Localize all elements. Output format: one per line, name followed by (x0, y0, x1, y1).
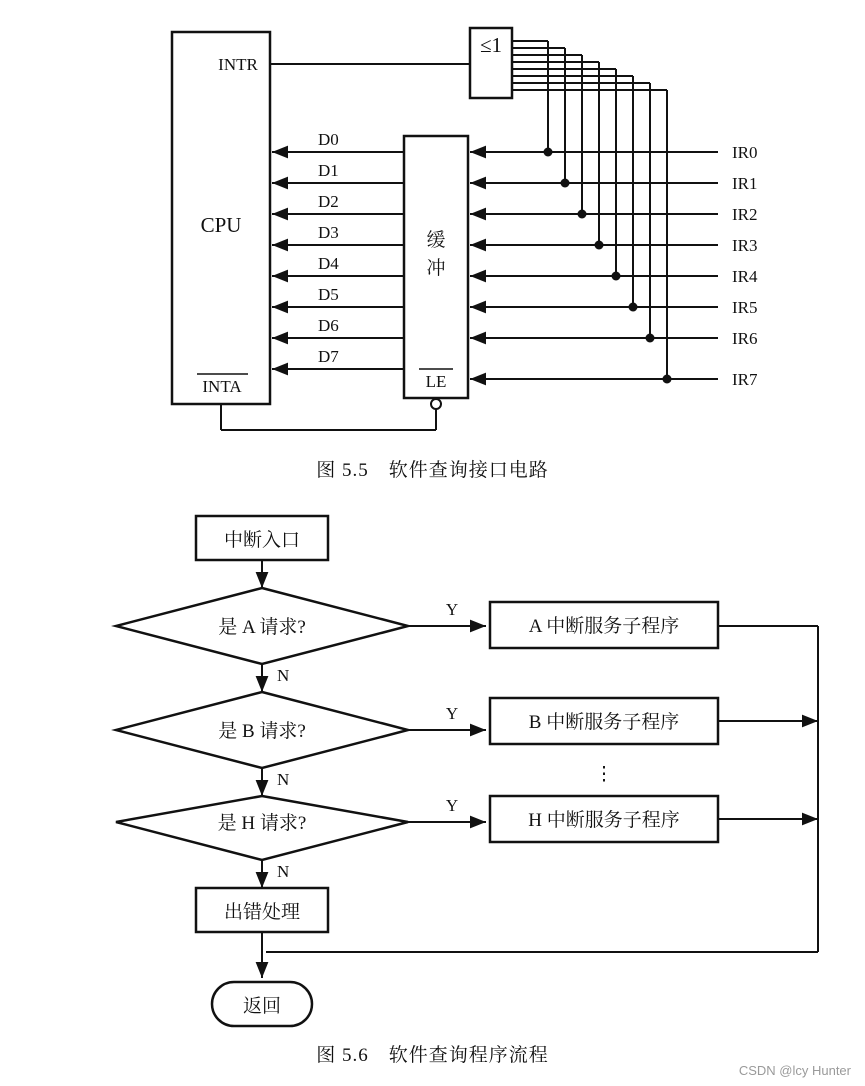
irq-label-ir7: IR7 (732, 370, 758, 389)
intr-label: INTR (218, 55, 258, 74)
or-gate-label: ≤1 (479, 33, 503, 57)
data-label-d7: D7 (318, 347, 339, 366)
irq-label-ir2: IR2 (732, 205, 758, 224)
figure-5-6-caption: 图 5.6 软件查询程序流程 (316, 1045, 549, 1066)
decision-a-yes-label: Y (445, 600, 459, 619)
buffer-label-2: 冲 (426, 258, 446, 279)
buffer-label-1: 缓 (426, 230, 446, 251)
irq-label-ir3: IR3 (732, 236, 758, 255)
inta-label: INTA (202, 377, 242, 396)
data-label-d2: D2 (318, 192, 339, 211)
figure-5-6 (116, 516, 818, 1026)
entry-label: 中断入口 (223, 530, 301, 551)
cpu-label: CPU (200, 213, 242, 237)
data-label-d5: D5 (318, 285, 339, 304)
irq-label-ir4: IR4 (732, 267, 758, 286)
decision-h-label: 是 H 请求? (217, 813, 307, 834)
inverter-bubble (431, 399, 441, 409)
data-label-d6: D6 (318, 316, 339, 335)
figure-5-5-caption: 图 5.5 软件查询接口电路 (316, 460, 549, 481)
data-label-d3: D3 (318, 223, 339, 242)
vertical-ellipsis: ⋮ (594, 764, 614, 785)
figure-5-5 (172, 28, 758, 430)
decision-a-label: 是 A 请求? (218, 617, 306, 638)
service-h-label: H 中断服务子程序 (528, 810, 680, 831)
irq-label-ir6: IR6 (732, 329, 758, 348)
le-label: LE (425, 372, 447, 391)
irq-label-ir5: IR5 (732, 298, 758, 317)
service-a-label: A 中断服务子程序 (528, 616, 680, 637)
data-label-d1: D1 (318, 161, 339, 180)
service-return-bus (266, 626, 818, 952)
decision-b-yes-label: Y (445, 704, 459, 723)
data-label-d0: D0 (318, 130, 339, 149)
irq-wires (470, 152, 718, 379)
irq-label-ir0: IR0 (732, 143, 758, 162)
data-label-d4: D4 (318, 254, 339, 273)
decision-b-label: 是 B 请求? (218, 721, 306, 742)
irq-label-ir1: IR1 (732, 174, 758, 193)
or-gate-input-taps (512, 41, 672, 384)
service-b-label: B 中断服务子程序 (528, 712, 680, 733)
return-label: 返回 (242, 996, 282, 1017)
decision-h-no-label: N (277, 862, 290, 881)
decision-b-no-label: N (277, 770, 290, 789)
error-label: 出错处理 (223, 902, 301, 923)
watermark: CSDN @lcy Hunter (738, 1063, 851, 1078)
decision-h-yes-label: Y (445, 796, 459, 815)
decision-a-no-label: N (277, 666, 290, 685)
